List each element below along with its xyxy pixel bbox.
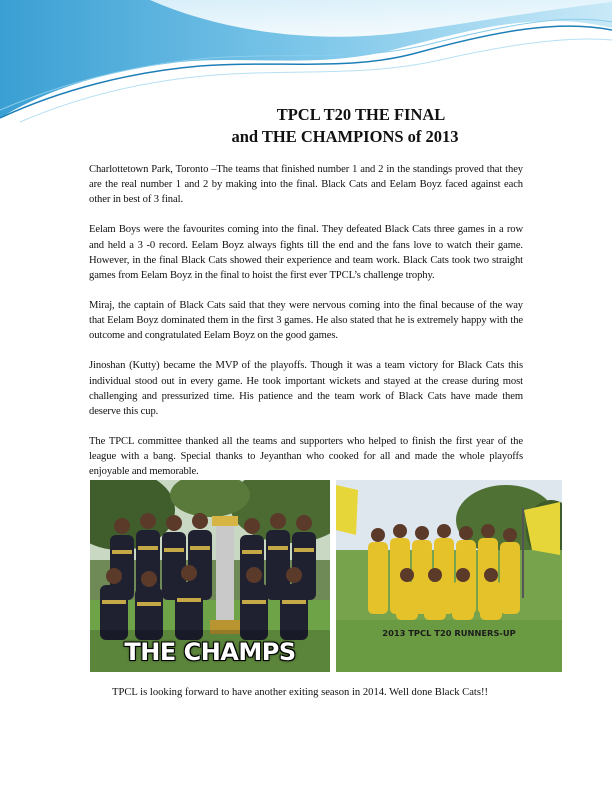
closing-statement: TPCL is looking forward to have another exiting season in 2014. Well done Black Cats!! (112, 687, 489, 698)
runners-up-photo-illustration (336, 480, 562, 672)
runners-up-team-photo (336, 480, 562, 672)
title-line-1: TPCL T20 THE FINAL (276, 105, 446, 124)
paragraph-favourites: Eelam Boys were the favourites coming into the final. They defeated Black Cats three games in a row and held a 3 -0 record. Eelam Boyz always fights till the end and the fans love to watch their game. However, in the final Black Cats showed their experience and team work. Black Cats took two straight games from Eelam Boyz in the final to hoist the first ever TPCL’s challenge trophy. (89, 224, 523, 282)
champions-photo-caption: THE CHAMPS (124, 638, 296, 666)
champions-team-photo (90, 480, 330, 672)
paragraph-final-intro: Charlottetown Park, Toronto –The teams that finished number 1 and 2 in the standings proved that they are the real number 1 and 2 by making into the final. Black Cats and Eelam Boyz faced against each other in best of 3 final. (89, 164, 523, 206)
runners-up-photo-caption: 2013 TPCL T20 RUNNERS-UP (382, 628, 516, 638)
paragraph-mvp: Jinoshan (Kutty) became the MVP of the playoffs. Though it was a team victory for Black Cats this individual stood out in every game. He took important wickets and stayed at the crease during most challenging and pressurized time. His patience and the team work of Black Cats have made them deserve this cup. (89, 360, 523, 418)
article-title (150, 104, 540, 148)
paragraph-committee-thanks: The TPCL committee thanked all the teams and supporters who helped to finish the first year of the league with a bang. Special thanks to Jeyanthan who cooked for all and made the whole playoffs enjoyable and memorable. (89, 436, 523, 478)
paragraph-captain-quote: Miraj, the captain of Black Cats said that they were nervous coming into the final because of the way that Eelam Boyz dominated them in the first 3 games. He also stated that he is extremely happy with the outcome and congratulated Eelam Boyz on the good games. (89, 300, 523, 342)
title-line-2: and THE CHAMPIONS of 2013 (231, 127, 459, 146)
article-body (89, 162, 523, 494)
